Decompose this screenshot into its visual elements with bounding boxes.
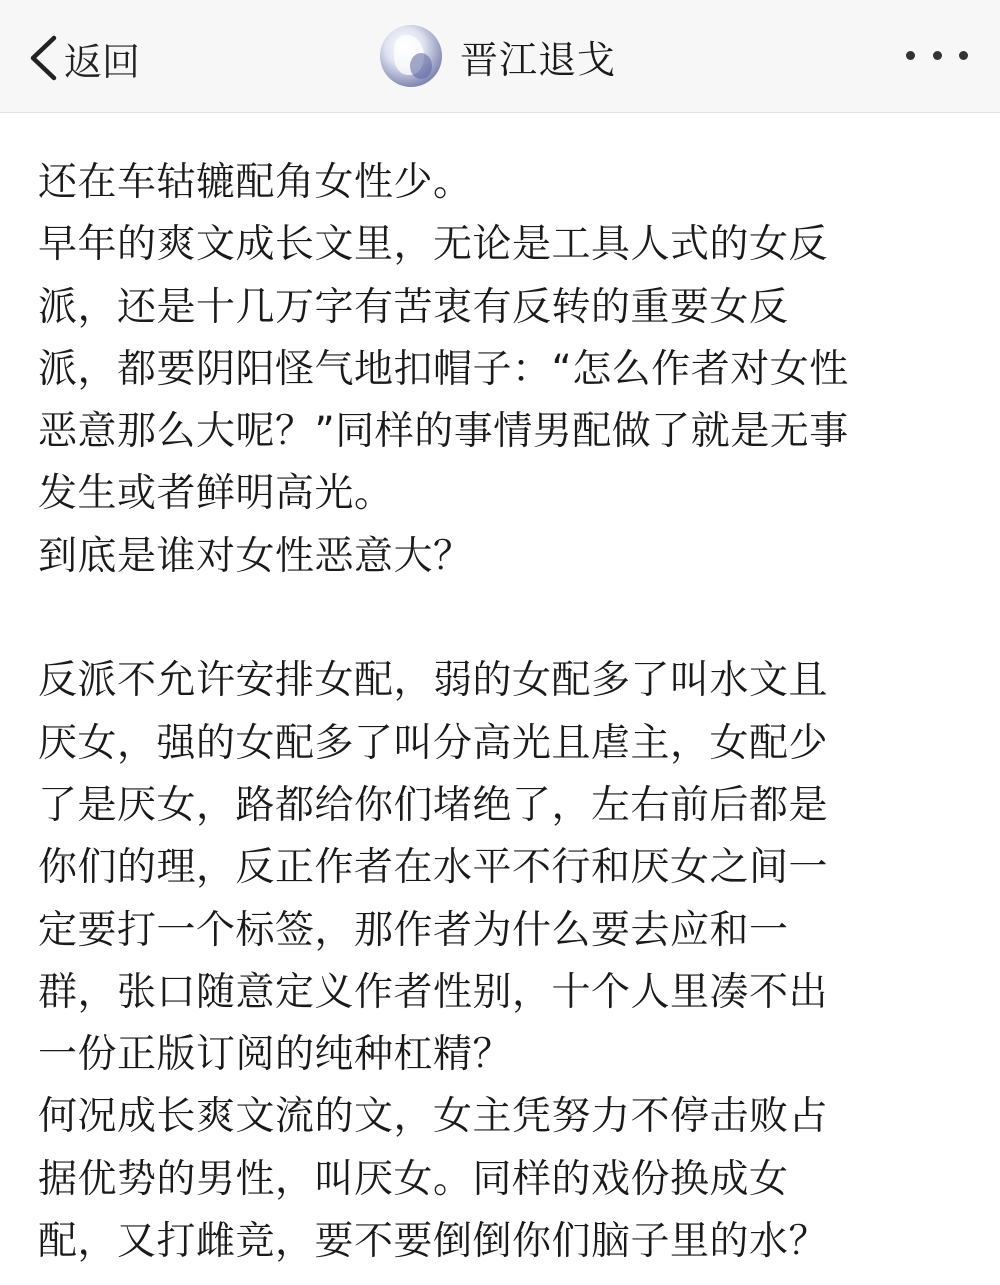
text-line: 发生或者鲜明高光。 [38, 471, 394, 517]
paragraph-gap [38, 588, 978, 650]
paragraph-1 [38, 152, 978, 588]
text-line: 何况成长爽文流的文，女主凭努力不停击败占 [38, 1094, 829, 1140]
more-dots-icon [933, 51, 942, 60]
more-button[interactable] [906, 40, 968, 70]
text-line: 配，又打雌竞，要不要倒倒你们脑子里的水？ [38, 1219, 829, 1265]
text-line: 厌女，强的女配多了叫分高光且虐主，女配少 [38, 720, 829, 766]
text-line: 派，还是十几万字有苦衷有反转的重要女反 [38, 284, 789, 330]
text-line: 了是厌女，路都给你们堵绝了，左右前后都是 [38, 782, 829, 828]
text-line: 派，都要阴阳怪气地扣帽子：“怎么作者对女性 [38, 346, 849, 392]
back-button[interactable] [28, 28, 140, 88]
text-line: 一份正版订阅的纯种杠精？ [38, 1032, 513, 1078]
text-line: 据优势的男性，叫厌女。同样的戏份换成女 [38, 1156, 789, 1202]
page-title: 晋江退戈 [460, 37, 617, 82]
text-line: 还在车轱辘配角女性少。 [38, 160, 473, 205]
text-line: 恶意那么大呢？”同样的事情男配做了就是无事 [38, 409, 849, 455]
more-dots-icon [906, 51, 915, 60]
text-line: 到底是谁对女性恶意大？ [38, 533, 473, 579]
profile-header[interactable] [380, 24, 616, 88]
text-line: 定要打一个标签，那作者为什么要去应和一 [38, 907, 789, 953]
paragraph-2 [38, 650, 978, 1273]
avatar[interactable] [380, 25, 442, 87]
more-dots-icon [959, 51, 968, 60]
text-line: 早年的爽文成长文里，无论是工具人式的女反 [38, 222, 829, 268]
text-line: 群，张口随意定义作者性别，十个人里凑不出 [38, 969, 829, 1015]
post-body [38, 152, 978, 1273]
chevron-left-icon [28, 35, 58, 81]
navigation-bar [0, 0, 1000, 113]
back-label: 返回 [64, 39, 141, 84]
text-line: 反派不允许安排女配，弱的女配多了叫水文且 [38, 658, 829, 704]
text-line: 你们的理，反正作者在水平不行和厌女之间一 [38, 845, 829, 891]
